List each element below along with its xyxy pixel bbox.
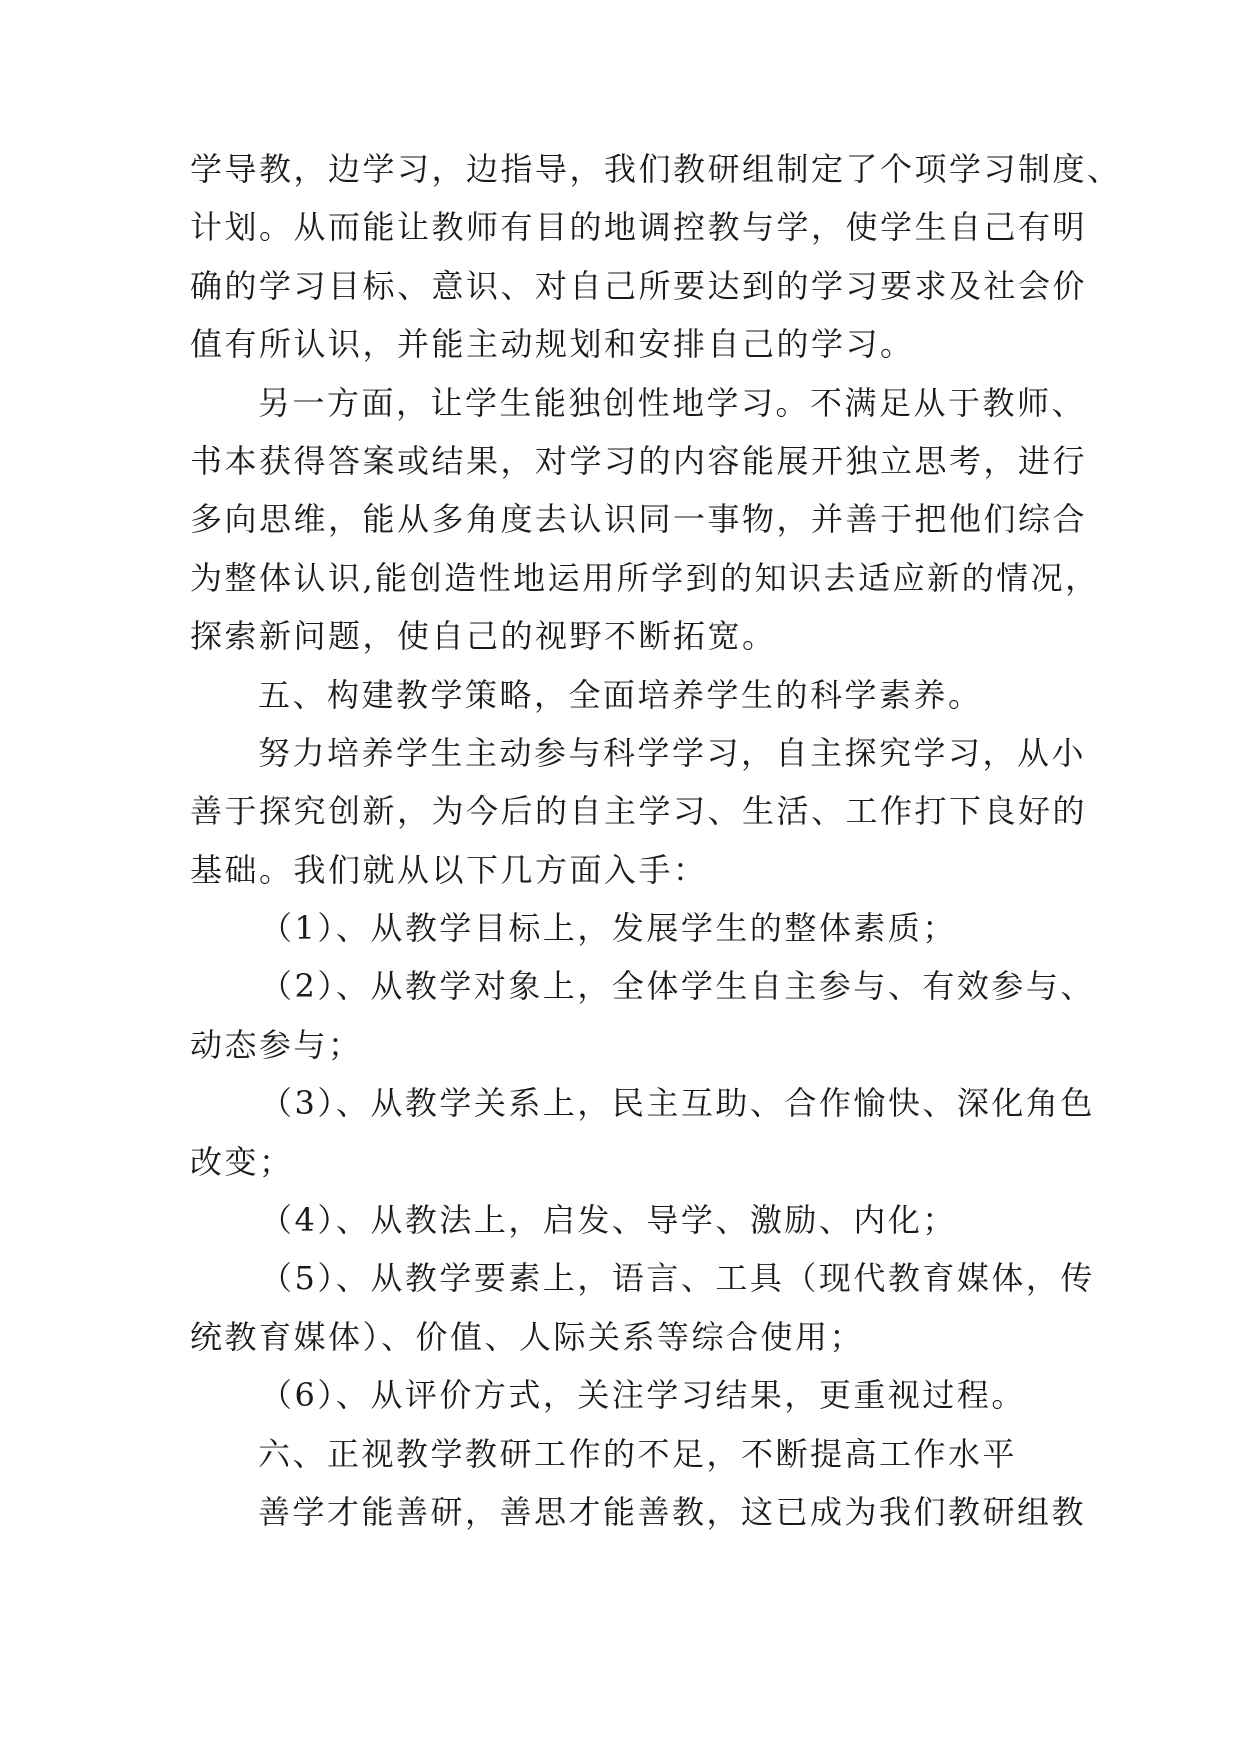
paragraph-line: 探索新问题，使自己的视野不断拓宽。 [190,617,777,656]
paragraph-line: 另一方面，让学生能独创性地学习。不满足从于教师、 [258,383,1087,422]
paragraph-line: 计划。从而能让教师有目的地调控教与学，使学生自己有明 [190,208,1088,247]
paragraph-line: 书本获得答案或结果，对学习的内容能展开独立思考，进行 [190,441,1088,480]
paragraph-line: 值有所认识，并能主动规划和安排自己的学习。 [190,325,915,364]
section-heading: 六、正视教学教研工作的不足，不断提高工作水平 [258,1434,1018,1473]
paragraph-line: 基础。我们就从以下几方面入手： [190,850,708,889]
list-item: （5）、从教学要素上，语言、工具（现代教育媒体，传 [260,1259,1095,1298]
section-heading: 五、构建教学策略，全面培养学生的科学素养。 [258,675,983,714]
paragraph-line: 多向思维，能从多角度去认识同一事物，并善于把他们综合 [190,500,1088,539]
paragraph-line: 善于探究创新，为今后的自主学习、生活、工作打下良好的 [190,792,1088,831]
list-item-continuation: 改变； [190,1142,294,1181]
list-item: （6）、从评价方式，关注学习结果，更重视过程。 [260,1376,1026,1415]
list-item-continuation: 动态参与； [190,1025,363,1064]
paragraph-line: 善学才能善研，善思才能善教，这已成为我们教研组教 [258,1492,1087,1531]
list-item: （1）、从教学目标上，发展学生的整体素质； [260,909,957,948]
list-item-continuation: 统教育媒体）、价值、人际关系等综合使用； [190,1317,865,1356]
paragraph-line: 努力培养学生主动参与科学学习，自主探究学习，从小 [258,733,1087,772]
paragraph-line: 为整体认识,能创造性地运用所学到的知识去适应新的情况， [190,558,1100,597]
list-item: （2）、从教学对象上，全体学生自主参与、有效参与、 [260,967,1095,1006]
document-page [190,140,1122,1541]
list-item: （3）、从教学关系上，民主互助、合作愉快、深化角色 [260,1084,1095,1123]
paragraph-line: 确的学习目标、意识、对自己所要达到的学习要求及社会价 [190,266,1088,305]
list-item: （4）、从教法上，启发、导学、激励、内化； [260,1201,957,1240]
paragraph-line: 学导教，边学习，边指导，我们教研组制定了个项学习制度、 [190,150,1122,188]
